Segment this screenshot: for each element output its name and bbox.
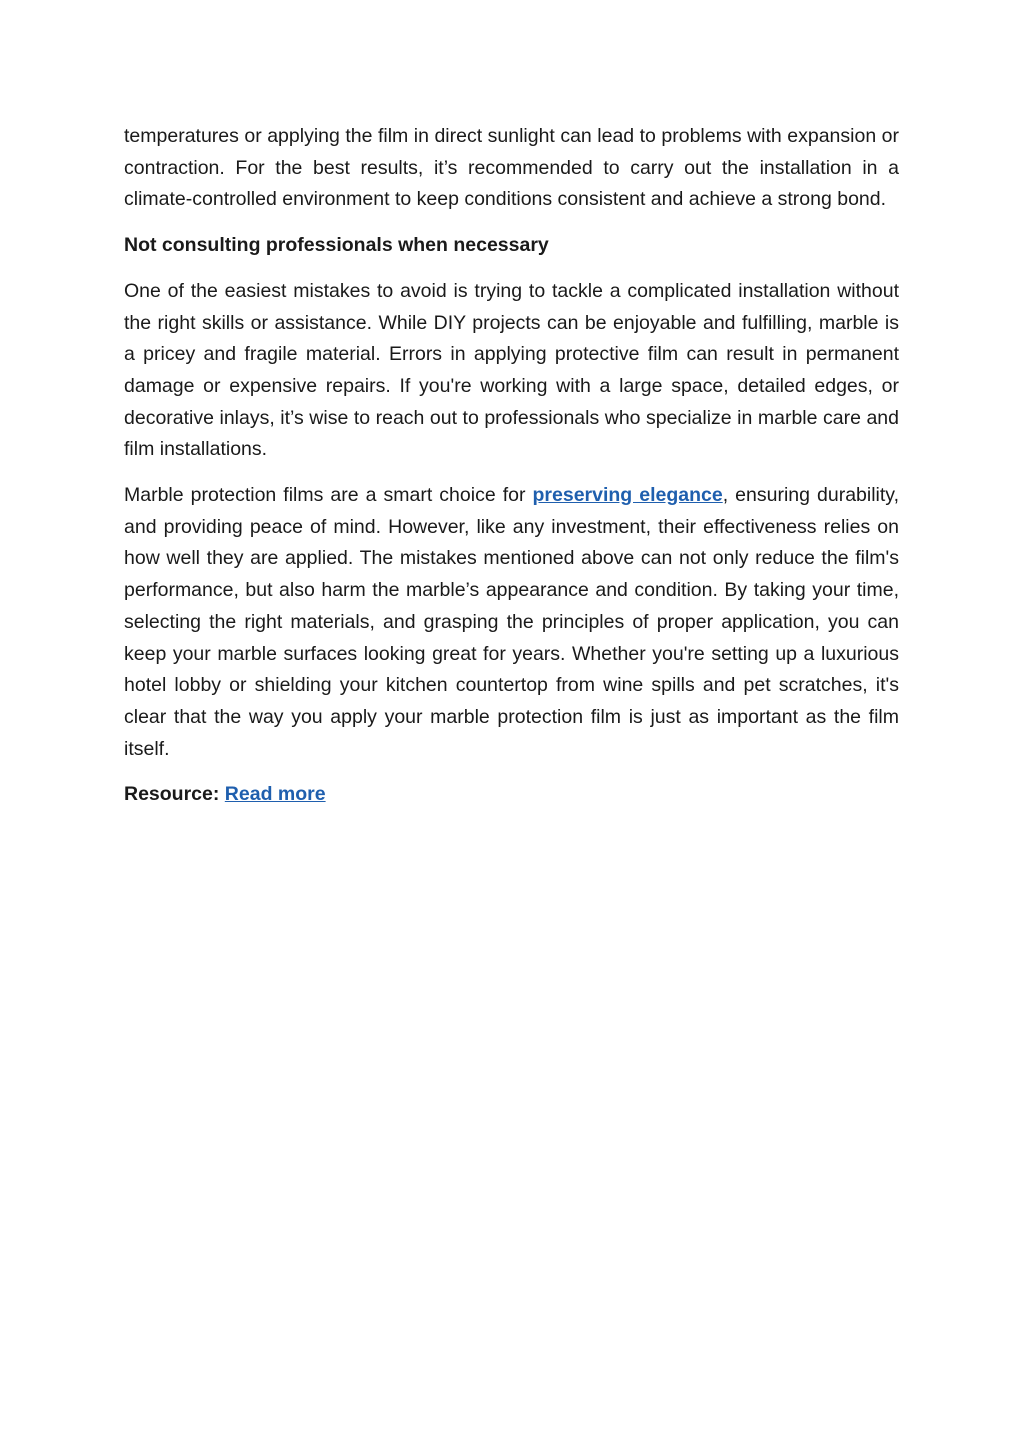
read-more-link[interactable]: Read more [224,783,326,806]
paragraph-consult-professionals: One of the easiest mistakes to avoid is trying to tackle a complicated installation without the right skills or assistance. While DIY projects can be enjoyable and fulfilling, marble is a pricey and fragile material. Errors in applying protective film can result in permanent damage or expensive repairs. If you're working with a large space, detailed edges, or decorative inlays, it’s wise to reach out to professionals who specialize in marble care and film installations. [124,279,899,461]
paragraph-conclusion [124,480,899,765]
resource-line [124,779,899,811]
resource-label: Resource: [124,783,225,806]
paragraph-installation-conditions: temperatures or applying the film in direct sunlight can lead to problems with expansion or contraction. For the best results, it’s recommended to carry out the installation in a climate-controlled environment to keep conditions consistent and achieve a strong bond. [124,125,899,211]
conclusion-text-start: Marble protection films are a smart choice for [124,484,533,507]
preserving-elegance-link[interactable]: preserving elegance [532,484,723,507]
conclusion-text-end: , ensuring durability, and providing peace of mind. However, like any investment, their effectiveness relies on how well they are applied. The mistakes mentioned above can not only reduce the film's performance, but also harm the marble’s appearance and condition. By taking your time, selecting the right materials, and grasping the principles of proper application, you can keep your marble surfaces looking great for years. Whether you're setting up a luxurious hotel lobby or shielding your kitchen countertop from wine spills and pet scratches, it's clear that the way you apply your marble protection film is just as important as the film itself. [124,484,900,760]
section-heading: Not consulting professionals when necessary [124,234,549,257]
document-page [124,121,899,825]
